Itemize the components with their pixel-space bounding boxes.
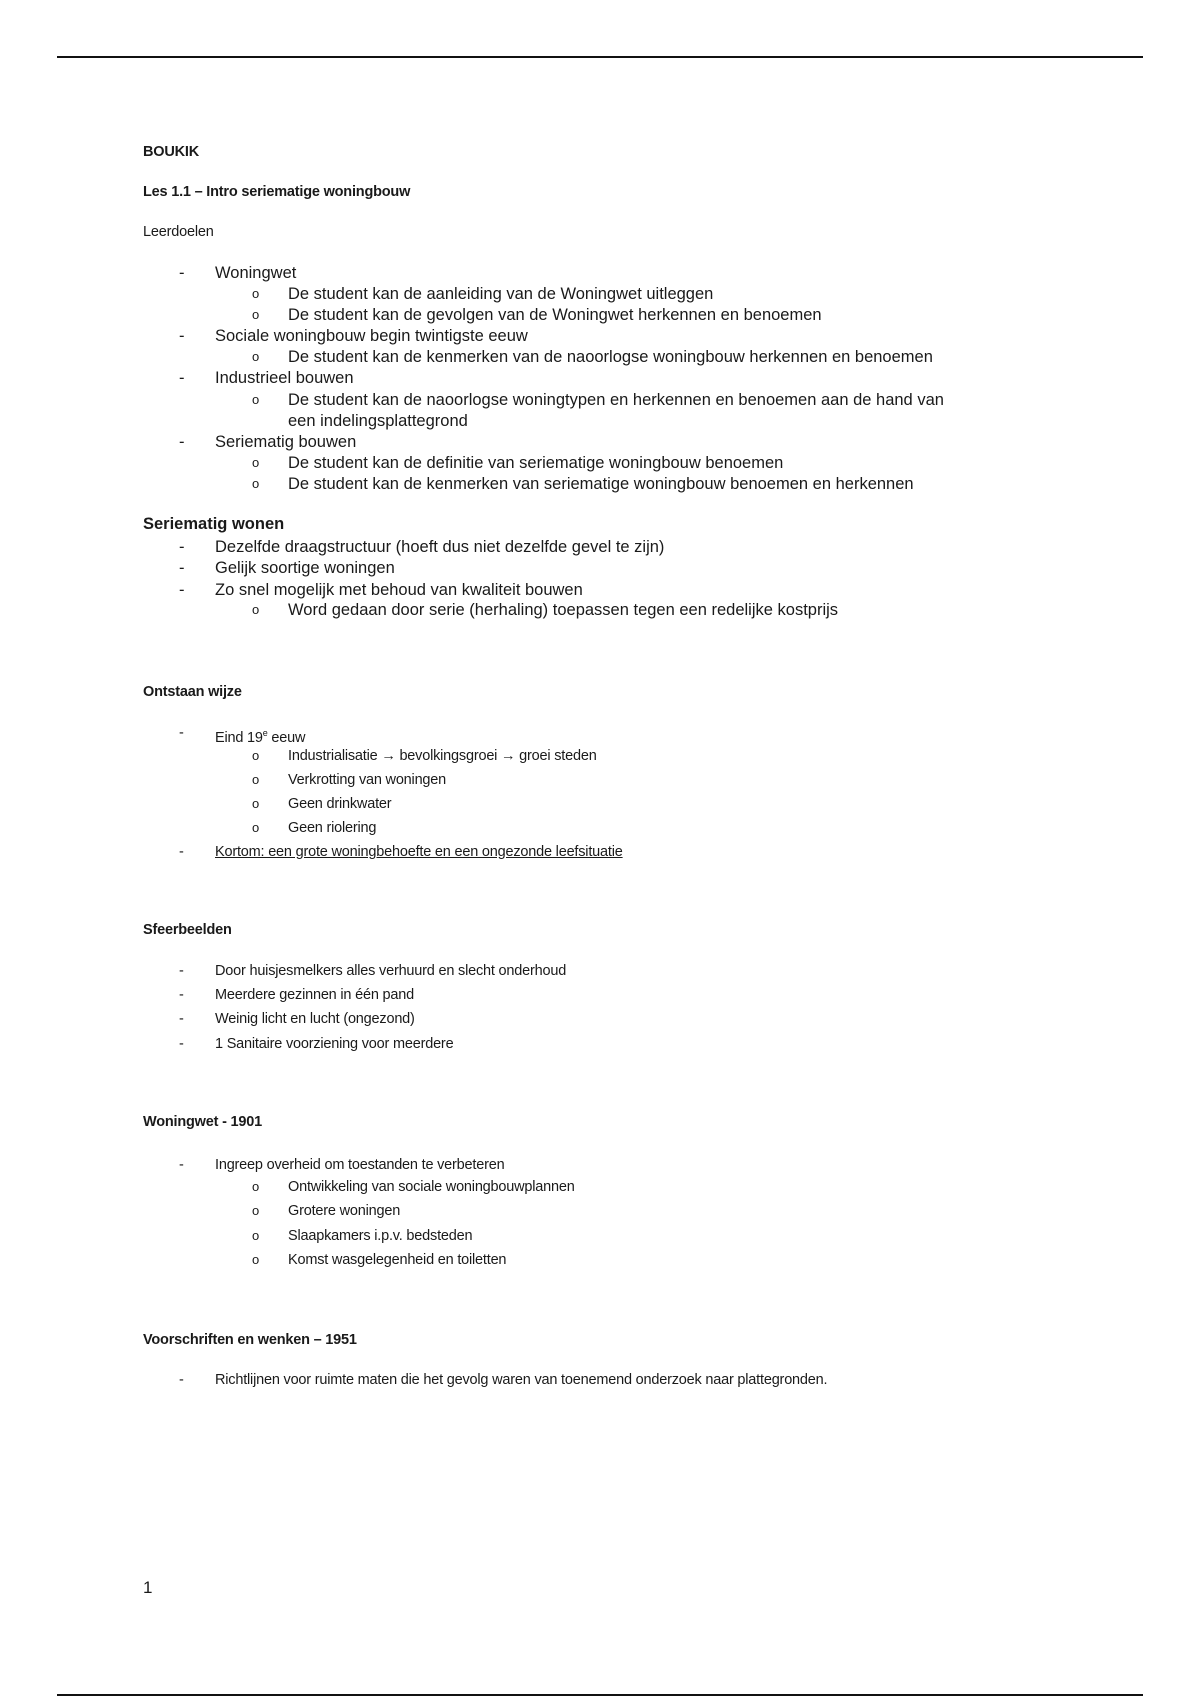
list-subitem-text: Geen drinkwater xyxy=(288,796,392,812)
list-item-text: 1 Sanitaire voorziening voor meerdere xyxy=(215,1036,454,1052)
list-subitem-text: Ontwikkeling van sociale woningbouwplannen xyxy=(288,1179,575,1195)
dash-bullet: - xyxy=(179,327,185,345)
section-heading-sfeerbeelden: Sfeerbeelden xyxy=(143,922,232,938)
list-item-text: Seriematig bouwen xyxy=(215,433,357,451)
list-subitem-text: Word gedaan door serie (herhaling) toepassen tegen een redelijke kostprijs xyxy=(288,601,839,619)
dash-bullet: - xyxy=(179,581,185,599)
dash-bullet: - xyxy=(179,844,184,860)
dash-bullet: - xyxy=(179,725,184,741)
dash-bullet: - xyxy=(179,1011,184,1027)
page-number: 1 xyxy=(143,1578,153,1597)
circle-bullet: o xyxy=(252,1228,260,1243)
dash-bullet: - xyxy=(179,559,185,577)
circle-bullet: o xyxy=(252,349,260,364)
list-subitem-text: Slaapkamers i.p.v. bedsteden xyxy=(288,1228,473,1244)
circle-bullet: o xyxy=(252,1252,260,1267)
list-item-text: Woningwet xyxy=(215,264,297,282)
dash-bullet: - xyxy=(179,1372,184,1388)
circle-bullet: o xyxy=(252,820,260,835)
doc-title: BOUKIK xyxy=(143,144,199,160)
list-subitem-text: Geen riolering xyxy=(288,820,377,836)
list-subitem-text: De student kan de definitie van seriematige woningbouw benoemen xyxy=(288,454,784,472)
circle-bullet: o xyxy=(252,772,260,787)
list-subitem-text: De student kan de aanleiding van de Woningwet uitleggen xyxy=(288,285,714,303)
list-item-text: Ingreep overheid om toestanden te verbeteren xyxy=(215,1157,505,1173)
header-rule xyxy=(57,56,1143,58)
section-heading-seriematig: Seriematig wonen xyxy=(143,515,285,533)
list-item-text: Dezelfde draagstructuur (hoeft dus niet dezelfde gevel te zijn) xyxy=(215,538,665,556)
dash-bullet: - xyxy=(179,538,185,556)
list-subitem-text: Komst wasgelegenheid en toiletten xyxy=(288,1252,507,1268)
dash-bullet: - xyxy=(179,433,185,451)
dash-bullet: - xyxy=(179,987,184,1003)
list-item-text: Meerdere gezinnen in één pand xyxy=(215,987,414,1003)
list-subitem-text: De student kan de kenmerken van seriematige woningbouw benoemen en herkennen xyxy=(288,475,914,493)
list-item-text: Eind 19e eeuw xyxy=(215,728,306,746)
lesson-heading: Les 1.1 – Intro seriematige woningbouw xyxy=(143,184,411,200)
list-item-text: Sociale woningbouw begin twintigste eeuw xyxy=(215,327,528,345)
list-item-text: Weinig licht en lucht (ongezond) xyxy=(215,1011,415,1027)
section-heading-woningwet: Woningwet - 1901 xyxy=(143,1114,262,1130)
dash-bullet: - xyxy=(179,369,185,387)
dash-bullet: - xyxy=(179,1036,184,1052)
circle-bullet: o xyxy=(252,392,260,407)
dash-bullet: - xyxy=(179,1157,184,1173)
circle-bullet: o xyxy=(252,286,260,301)
list-item-text: Zo snel mogelijk met behoud van kwaliteit bouwen xyxy=(215,581,583,599)
circle-bullet: o xyxy=(252,307,260,322)
list-subitem-text: een indelingsplattegrond xyxy=(288,412,468,430)
circle-bullet: o xyxy=(252,476,260,491)
circle-bullet: o xyxy=(252,748,260,763)
list-item-text: Industrieel bouwen xyxy=(215,369,354,387)
section-heading-voorschriften: Voorschriften en wenken – 1951 xyxy=(143,1332,357,1348)
list-item-text: Richtlijnen voor ruimte maten die het gevolg waren van toenemend onderzoek naar plattegronden. xyxy=(215,1372,828,1388)
section-heading-ontstaan: Ontstaan wijze xyxy=(143,684,242,700)
list-subitem-text: De student kan de naoorlogse woningtypen en herkennen en benoemen aan de hand van xyxy=(288,391,944,409)
footer-rule xyxy=(57,1694,1143,1696)
list-item-text: Kortom: een grote woningbehoefte en een ongezonde leefsituatie xyxy=(215,844,623,860)
list-subitem-text: Grotere woningen xyxy=(288,1203,401,1219)
circle-bullet: o xyxy=(252,602,260,617)
circle-bullet: o xyxy=(252,796,260,811)
list-subitem-text: Verkrotting van woningen xyxy=(288,772,447,788)
circle-bullet: o xyxy=(252,1179,260,1194)
dash-bullet: - xyxy=(179,264,185,282)
list-subitem-text: Industrialisatie → bevolkingsgroei → groei steden xyxy=(288,748,597,764)
list-subitem-text: De student kan de gevolgen van de Woningwet herkennen en benoemen xyxy=(288,306,822,324)
list-item-text: Door huisjesmelkers alles verhuurd en slecht onderhoud xyxy=(215,963,567,979)
learning-goals-label: Leerdoelen xyxy=(143,224,214,240)
circle-bullet: o xyxy=(252,455,260,470)
list-subitem-text: De student kan de kenmerken van de naoorlogse woningbouw herkennen en benoemen xyxy=(288,348,933,366)
dash-bullet: - xyxy=(179,963,184,979)
circle-bullet: o xyxy=(252,1203,260,1218)
list-item-text: Gelijk soortige woningen xyxy=(215,559,395,577)
